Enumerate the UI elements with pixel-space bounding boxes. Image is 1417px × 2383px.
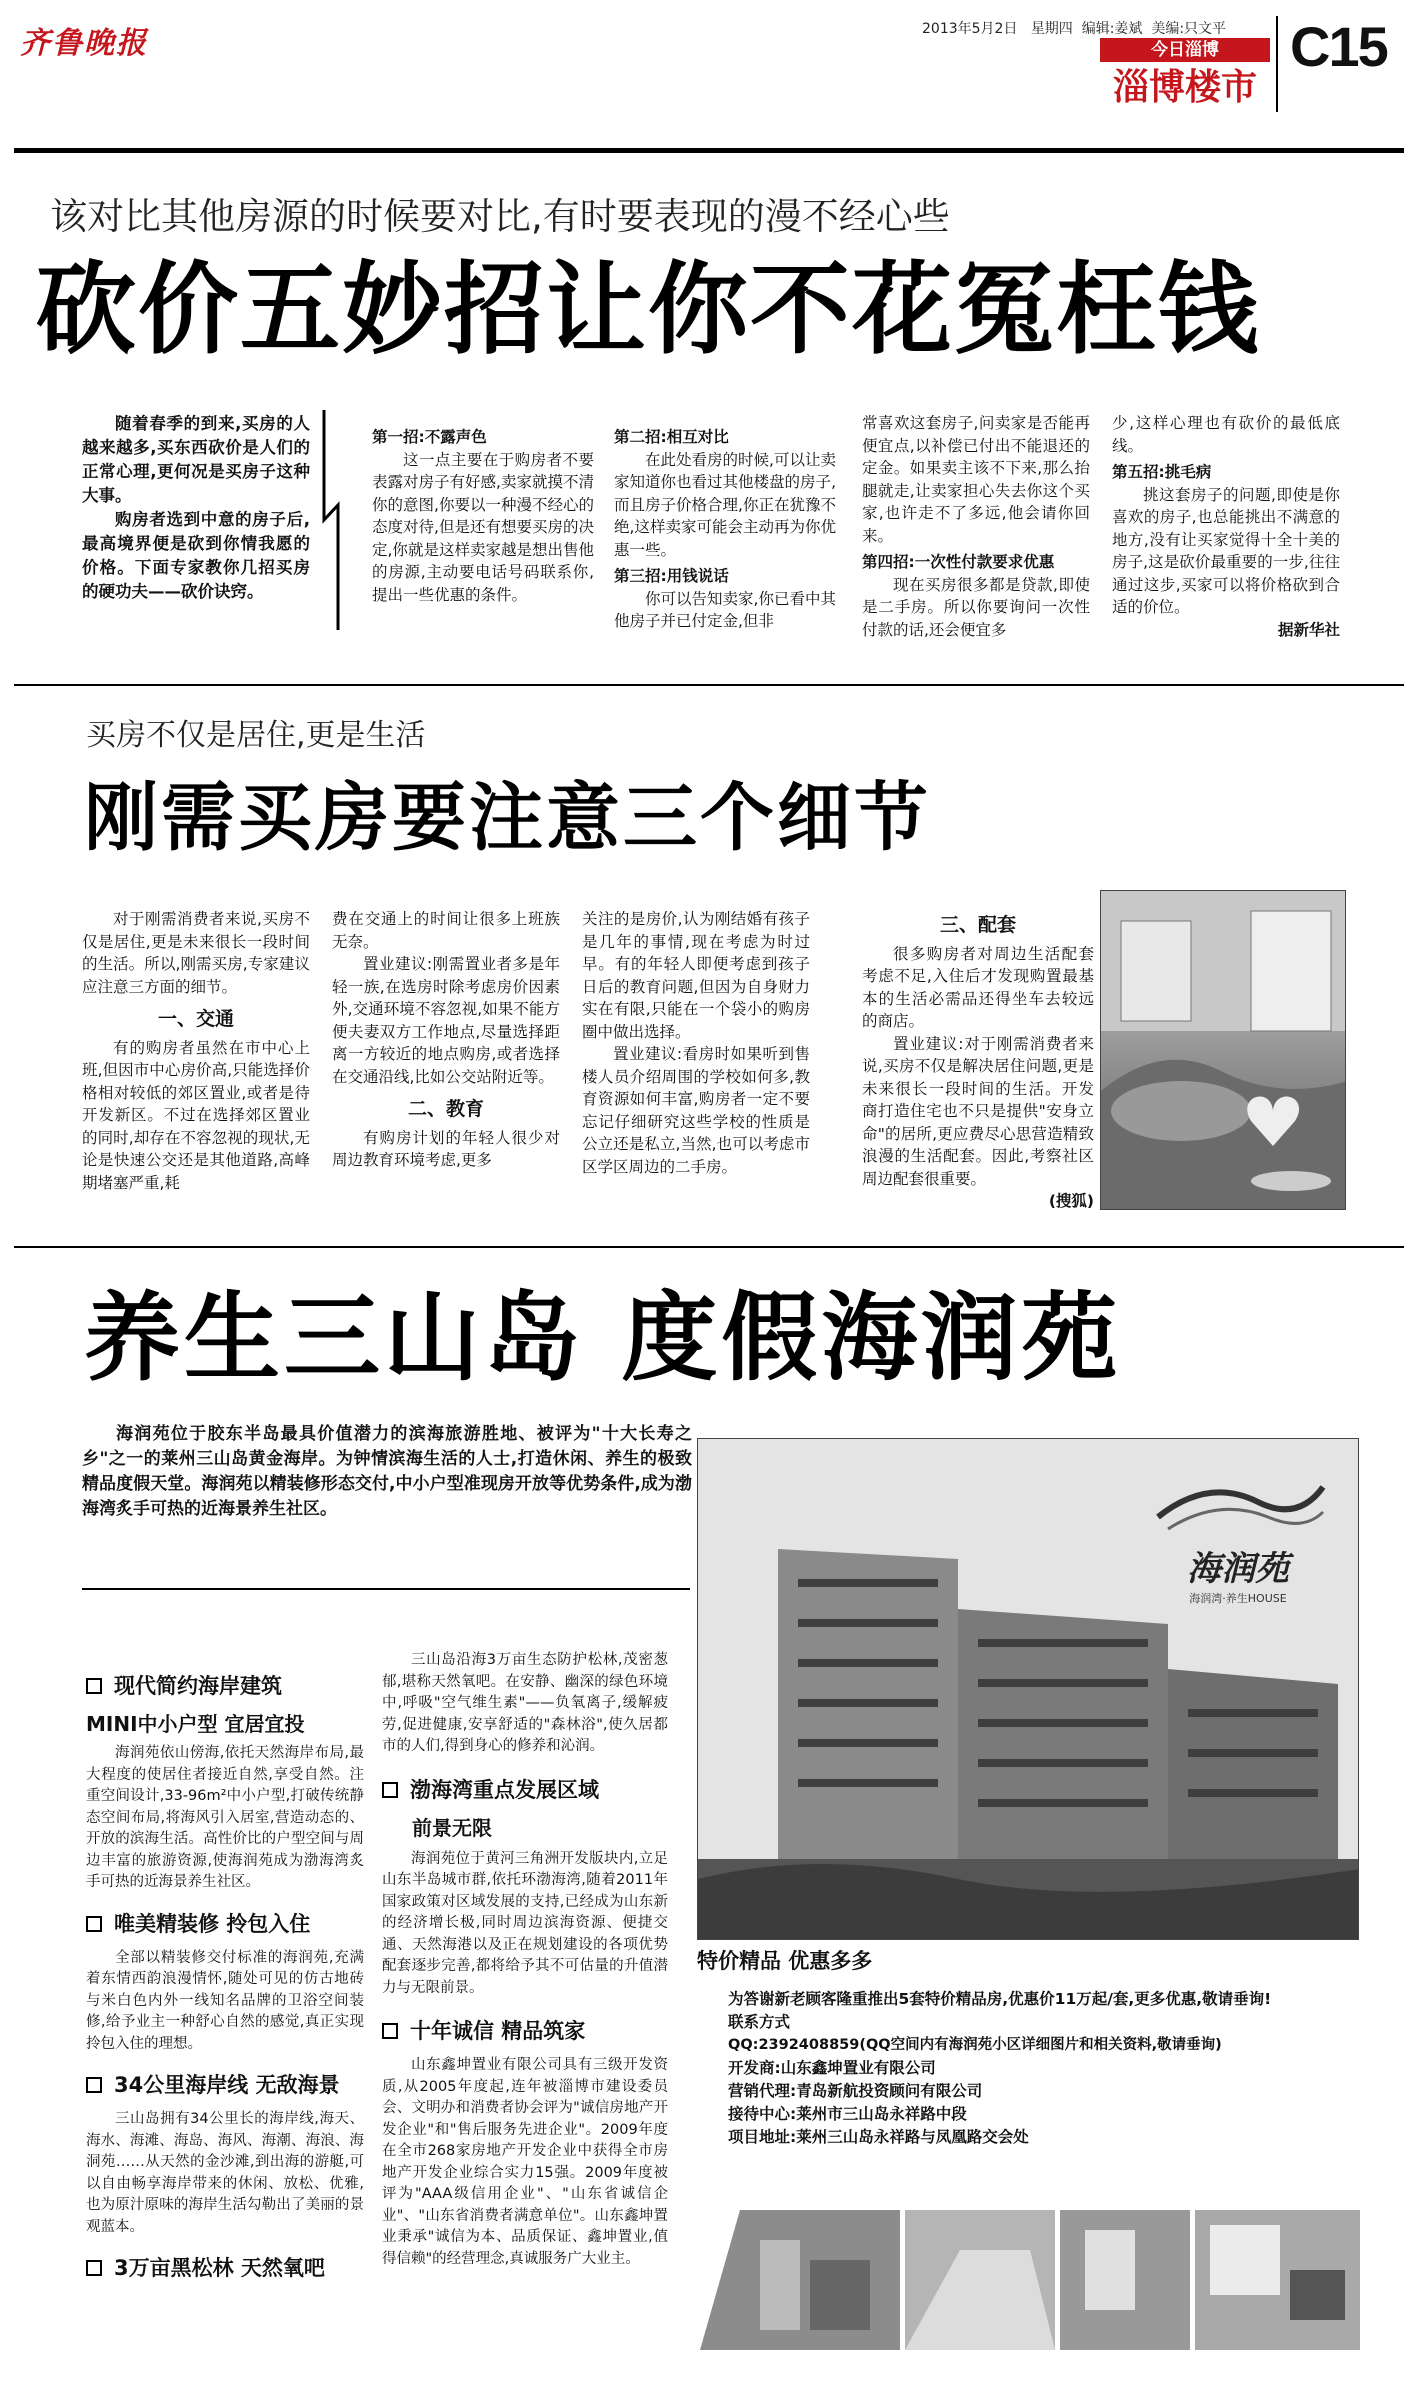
feature-title: 渤海湾重点发展区域 [410,1777,599,1802]
newspaper-logo: 齐鲁晚报 [20,26,148,61]
tip-heading: 第一招:不露声色 [372,428,487,446]
body-paragraph: 你可以告知卖家,你已看中其他房子并已付定金,但非 [614,589,836,630]
features-column-middle [382,1650,674,2270]
feature-body [382,1849,668,2000]
feature-body [86,2109,364,2238]
contact-reception: 接待中心:莱州市三山岛永祥路中段 [728,2105,967,2123]
body-paragraph: 对于刚需消费者来说,买房不仅是居住,更是未来很长一段时间的生活。所以,刚需买房,专家建议应注意三方面的细节。 [82,910,310,996]
photo-strip [700,2210,1360,2350]
logo-text: 海润苑 [1187,1549,1289,1589]
article1-source: 据新华社 [1277,620,1340,639]
checkbox-square-icon [86,2260,102,2276]
tip-heading: 第五招:挑毛病 [1112,463,1212,481]
article2-col3 [582,908,810,1178]
article2-col2 [332,908,560,1172]
feature-title: 现代简约海岸建筑 [114,1674,282,1698]
section-title: 淄博楼市 [1112,67,1257,108]
building-photo [697,1438,1359,1940]
article2-col4 [862,908,1094,1213]
bedroom-illustration-icon [1101,891,1346,1210]
feature-title: 唯美精装修 拎包入住 [114,1911,311,1936]
checkbox-square-icon [86,2077,102,2093]
feature-title: 3万亩黑松林 天然氧吧 [114,2256,325,2280]
contact-developer: 开发商:山东鑫坤置业有限公司 [728,2059,936,2077]
top-rule [14,148,1404,153]
body-paragraph: 在此处看房的时候,可以让卖家知道你也看过其他楼盘的房子,而且房子价格合理,你正在犹豫不绝,这样卖家可能会主动再为你优惠一些。 [614,450,836,559]
body-paragraph: 这一点主要在于购房者不要表露对房子有好感,卖家就摸不清你的意图,你要以一种漫不经心的态度对待,但是还有想要买房的决定,你就是这样卖家越是想出售他的房源,主动要电话号码联系你,提出一些优惠的条件。 [372,450,594,604]
bedroom-photo [1100,890,1346,1210]
article2-headline: 刚需买房要注意三个细节 [84,775,931,861]
promo-title: 特价精品 优惠多多 [697,1949,873,1973]
article2-col1 [82,908,310,1194]
page-number: C15 [1290,15,1387,78]
feature-body [86,1948,364,2056]
zigzag-divider-icon [318,410,344,630]
contact-agent: 营销代理:青岛新航投资顾问有限公司 [728,2082,983,2100]
feature-title: 十年诚信 精品筑家 [410,2019,586,2043]
article1-lead [82,412,310,604]
body-paragraph: 很多购房者对周边生活配套考虑不足,入住后才发现购置最基本的生活必需品还得坐车去较远的商店。 [862,944,1094,1030]
divider-rule [14,684,1404,686]
checkbox-square-icon [86,1916,102,1932]
article1-subtitle: 该对比其他房源的时候要对比,有时要表现的漫不经心些 [50,195,950,238]
promo-info [728,1988,1348,2149]
article3-intro [82,1422,692,1522]
body-paragraph: 置业建议:看房时如果听到售楼人员介绍周围的学校如何多,教育资源如何丰富,购房者一定不要忘记仔细研究这些学校的性质是公立还是私立,当然,也可以考虑市区学区周边的二手房。 [582,1045,810,1176]
feature-title: 34公里海岸线 无敌海景 [114,2073,340,2097]
lead-paragraph: 购房者选到中意的房子后,最高境界便是砍到你情我愿的价格。下面专家教你几招买房的硬功夫——砍价诀窍。 [82,510,310,601]
logo-wave-icon [1148,1477,1328,1537]
contact-address: 项目地址:莱州三山岛永祥路与凤凰路交会处 [728,2128,1029,2146]
body-paragraph: 费在交通上的时间让很多上班族无奈。 [332,910,560,951]
checkbox-square-icon [86,1678,102,1694]
body-paragraph: 三山岛拥有34公里长的海岸线,海天、海水、海滩、海岛、海风、海潮、海浪、海洞苑……从天然的金沙滩,到出海的游艇,可以自由畅享海岸带来的休闲、放松、优雅,也为原汁原味的海岸生活勾勒出了美丽的景观蓝本。 [86,2111,364,2235]
issue-date: 2013年5月2日 [922,21,1018,37]
article2-subtitle: 买房不仅是居住,更是生活 [86,718,426,753]
checkbox-square-icon [382,1782,398,1798]
article1-headline: 砍价五妙招让你不花冤枉钱 [36,251,1260,368]
feature-subheading: MINI中小户型 宜居宜投 [86,1712,305,1736]
feature-body [382,1650,668,1758]
editor-credit: 编辑:姜斌 [1081,21,1143,37]
section-heading: 三、配套 [939,914,1016,936]
tip-heading: 第四招:一次性付款要求优惠 [862,553,1055,571]
article1-col1 [372,422,594,606]
feature-heading [86,2252,366,2282]
feature-heading [382,1774,674,1804]
feature-body [382,2055,668,2270]
body-paragraph: 海润苑位于黄河三角洲开发版块内,立足山东半岛城市群,依托环渤海湾,随着2011年国家政策对区域发展的支持,已经成为山东新的经济增长极,同时周边滨海资源、便捷交通、天然海港以及正在规划建设的各项优势配套逐步完善,都将给予其不可估量的升值潜力与无限前景。 [382,1850,668,1996]
lead-paragraph: 随着春季的到来,买房的人越来越多,买东西砍价是人们的正常心理,更何况是买房子这种大事。 [82,414,310,505]
issue-weekday: 星期四 [1030,21,1073,37]
body-paragraph: 关注的是房价,认为刚结婚有孩子是几年的事情,现在考虑为时过早。有的年轻人即便考虑到孩子日后的教育问题,但因为自身财力实在有限,只能在一个袋小的购房圈中做出选择。 [582,910,810,1041]
intro-underline [82,1588,690,1590]
body-paragraph: 常喜欢这套房子,问卖家是否能再便宜点,以补偿已付出不能退还的定金。如果卖主该不下来,那么抬腿就走,让卖家担心失去你这个买家,也许走不了多远,他会请你回来。 [862,414,1090,545]
contact-heading: 联系方式 [728,2013,791,2031]
body-paragraph: 山东鑫坤置业有限公司具有三级开发资质,从2005年度起,连年被淄博市建设委员会、文明办和消费者协会评为"诚信房地产开发企业"和"售后服务先进企业"。2009年度在全市268家房地产开发企业中获得全市房地产开发企业综合实力15强。2009年度被评为"AAA级信用企业"、"山东省诚信企业"、"山东省消费者满意单位"。山东鑫坤置业秉承"诚信为本、品质保证、鑫坤置业,值得信赖"的经营理念,真诚服务广大业主。 [382,2057,668,2267]
article3-headline: 养生三山岛 度假海润苑 [84,1282,1122,1394]
article1-col4 [1112,412,1340,641]
article1-col3 [862,412,1090,641]
logo-subtext: 海润湾·养生HOUSE [1189,1592,1287,1605]
feature-heading [86,2069,366,2099]
body-paragraph: 现在买房很多都是贷款,即使是二手房。所以你要询问一次性付款的话,还会便宜多 [862,575,1090,639]
tip-heading: 第二招:相互对比 [614,428,729,446]
section-heading: 一、交通 [157,1008,234,1030]
designer-credit: 美编:只文平 [1151,21,1227,37]
body-paragraph: 有购房计划的年轻人很少对周边教育环境考虑,更多 [332,1128,560,1169]
tip-heading: 第三招:用钱说话 [614,567,729,585]
body-paragraph: 少,这样心理也有砍价的最低底线。 [1112,414,1340,455]
hairunyuan-logo [1138,1477,1338,1606]
feature-heading [86,1670,366,1700]
body-paragraph: 挑这套房子的问题,即使是你喜欢的房子,也总能挑出不满意的地方,没有让买家觉得十全十美的房子,这是砍价最重要的一步,往往通过这步,买家可以将价格砍到合适的价位。 [1112,485,1340,616]
feature-body [86,1743,364,1894]
promo-line: 为答谢新老顾客隆重推出5套特价精品房,优惠价11万起/套,更多优惠,敬请垂询! [728,1990,1272,2008]
masthead-divider [1276,16,1278,112]
features-column-left [86,1670,366,2282]
body-paragraph: 有的购房者虽然在市中心上班,但因市中心房价高,只能选择价格相对较低的郊区置业,或者是待开发新区。不过在选择郊区置业的同时,却存在不容忽视的现状,无论是快速公交还是其他道路,高峰期堵塞严重,耗 [82,1038,310,1192]
section-tag: 今日淄博 [1100,38,1270,62]
article2-source: (搜狐) [1048,1192,1094,1210]
body-paragraph: 三山岛沿海3万亩生态防护松林,茂密葱郁,堪称天然氧吧。在安静、幽深的绿色环境中,呼吸"空气维生素"——负氧离子,缓解疲劳,促进健康,安享舒适的"森林浴",使久居都市的人们,得到身心的修养和沁润。 [382,1652,668,1754]
issue-meta [922,18,1226,38]
photo-strip-illustration-icon [700,2210,1360,2350]
contact-qq: QQ:2392408859(QQ空间内有海润苑小区详细图片和相关资料,敬请垂询) [728,2037,1222,2053]
feature-subheading: 前景无限 [412,1815,492,1840]
body-paragraph: 海润苑依山傍海,依托天然海岸布局,最大程度的使居住者接近自然,享受自然。注重空间设计,33-96m²中小户型,打破传统静态空间布局,将海风引入居室,营造动态的、开放的滨海生活。高性价比的户型空间与周边丰富的旅游资源,使海润苑成为渤海湾炙手可热的近海景养生社区。 [86,1745,364,1890]
feature-heading [86,1908,366,1938]
body-paragraph: 置业建议:对于刚需消费者来说,买房不仅是解决居住问题,更是未来很长一段时间的生活。开发商打造住宅也不只是提供"安身立命"的居所,更应费尽心思营造精致浪漫的生活配套。因此,考察社区周边配套很重要。 [862,1034,1094,1188]
feature-heading [382,2015,674,2045]
checkbox-square-icon [382,2023,398,2039]
body-paragraph: 全部以精装修交付标准的海润苑,充满着东情西韵浪漫情怀,随处可见的仿古地砖与米白色内外一线知名品牌的卫浴空间装修,给予业主一种舒心自然的感觉,真正实现拎包入住的理想。 [86,1949,364,2052]
intro-paragraph: 海润苑位于胶东半岛最具价值潜力的滨海旅游胜地、被评为"十大长寿之乡"之一的莱州三山岛黄金海岸。为钟情滨海生活的人士,打造休闲、养生的极致精品度假天堂。海润苑以精装修形态交付,中小户型准现房开放等优势条件,成为渤海湾炙手可热的近海景养生社区。 [82,1424,692,1519]
divider-rule [14,1246,1404,1248]
section-heading: 二、教育 [407,1098,484,1120]
body-paragraph: 置业建议:刚需置业者多是年轻一族,在选房时除考虑房价因素外,交通环境不容忽视,如果不能方便夫妻双方工作地点,尽量选择距离一方较近的地点购房,或者选择在交通沿线,比如公交站附近等。 [332,955,560,1086]
article1-col2 [614,422,836,633]
